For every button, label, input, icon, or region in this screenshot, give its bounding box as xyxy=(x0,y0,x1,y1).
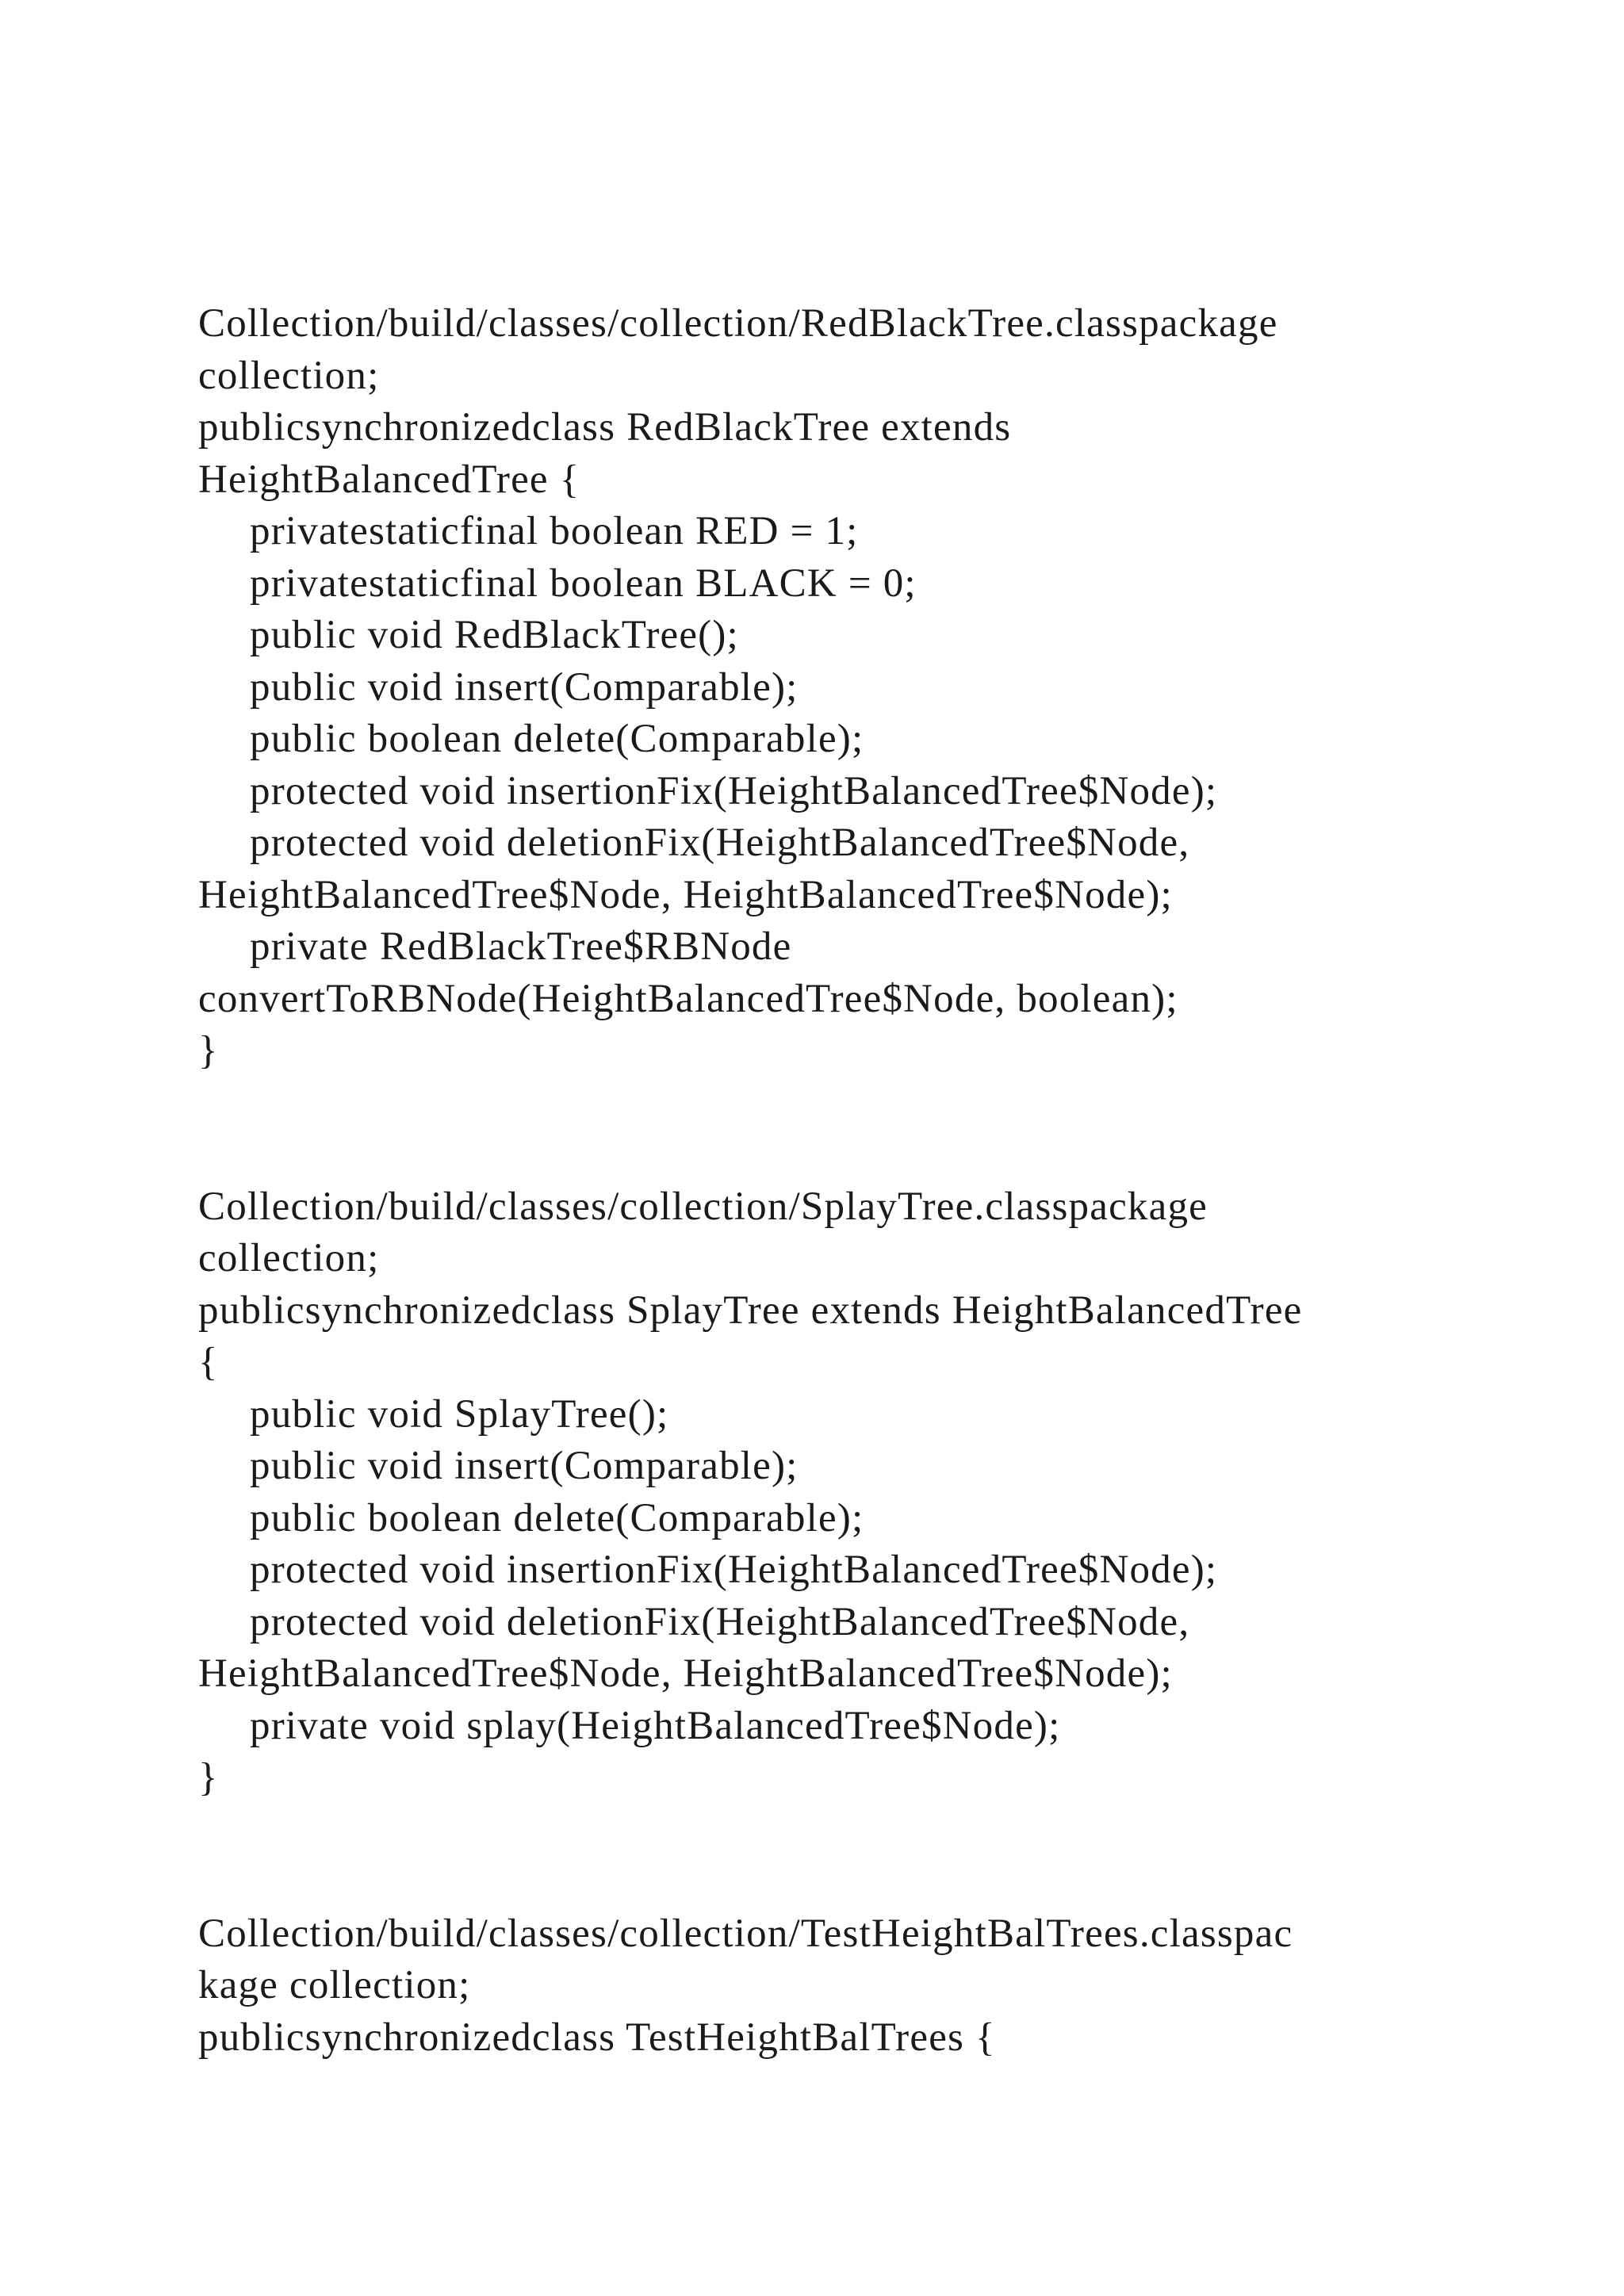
text-line: publicsynchronizedclass RedBlackTree extends xyxy=(198,405,1012,450)
blank-line xyxy=(198,1129,1546,1181)
text-line: } xyxy=(198,1028,219,1073)
text-line: Collection/build/classes/collection/RedBlackTree.classpackage xyxy=(198,301,1278,346)
document-body xyxy=(198,298,1546,2064)
text-line: Collection/build/classes/collection/TestHeightBalTrees.classpac xyxy=(198,1911,1293,1956)
text-line: collection; xyxy=(198,353,380,398)
text-line: { xyxy=(198,1340,219,1384)
text-line: protected void insertionFix(HeightBalancedTree$Node); xyxy=(250,768,1218,813)
code-listing-block xyxy=(198,298,1546,1077)
text-line: publicsynchronizedclass SplayTree extends HeightBalancedTree xyxy=(198,1288,1303,1333)
text-line: Collection/build/classes/collection/SplayTree.classpackage xyxy=(198,1184,1208,1229)
text-line: HeightBalancedTree { xyxy=(198,457,580,502)
text-line: HeightBalancedTree$Node, HeightBalancedTree$Node); xyxy=(198,1651,1173,1696)
text-line: kage collection; xyxy=(198,1963,471,2007)
code-listing-block xyxy=(198,1181,1546,1804)
text-line: privatestaticfinal boolean RED = 1; xyxy=(250,509,859,553)
text-line: public void RedBlackTree(); xyxy=(250,613,739,657)
text-line: } xyxy=(198,1755,219,1800)
text-line: protected void insertionFix(HeightBalancedTree$Node); xyxy=(250,1548,1218,1592)
text-line: protected void deletionFix(HeightBalancedTree$Node, xyxy=(250,821,1190,865)
text-line: publicsynchronizedclass TestHeightBalTrees { xyxy=(198,2015,996,2060)
blank-line xyxy=(198,1077,1546,1130)
text-line: HeightBalancedTree$Node, HeightBalancedTree$Node); xyxy=(198,872,1173,917)
text-line: public boolean delete(Comparable); xyxy=(250,717,864,761)
text-line: protected void deletionFix(HeightBalancedTree$Node, xyxy=(250,1599,1190,1644)
text-line: collection; xyxy=(198,1236,380,1280)
blank-line xyxy=(198,1856,1546,1908)
text-line: private RedBlackTree$RBNode xyxy=(250,924,792,969)
code-listing-block xyxy=(198,1908,1546,2064)
text-line: privatestaticfinal boolean BLACK = 0; xyxy=(250,561,917,606)
text-line: public boolean delete(Comparable); xyxy=(250,1495,864,1540)
blank-line xyxy=(198,1804,1546,1857)
text-line: public void insert(Comparable); xyxy=(250,664,799,710)
text-line: convertToRBNode(HeightBalancedTree$Node, boolean); xyxy=(198,976,1178,1021)
text-line: public void insert(Comparable); xyxy=(250,1444,799,1488)
text-line: public void SplayTree(); xyxy=(250,1391,669,1437)
text-line: private void splay(HeightBalancedTree$Node); xyxy=(250,1703,1061,1748)
